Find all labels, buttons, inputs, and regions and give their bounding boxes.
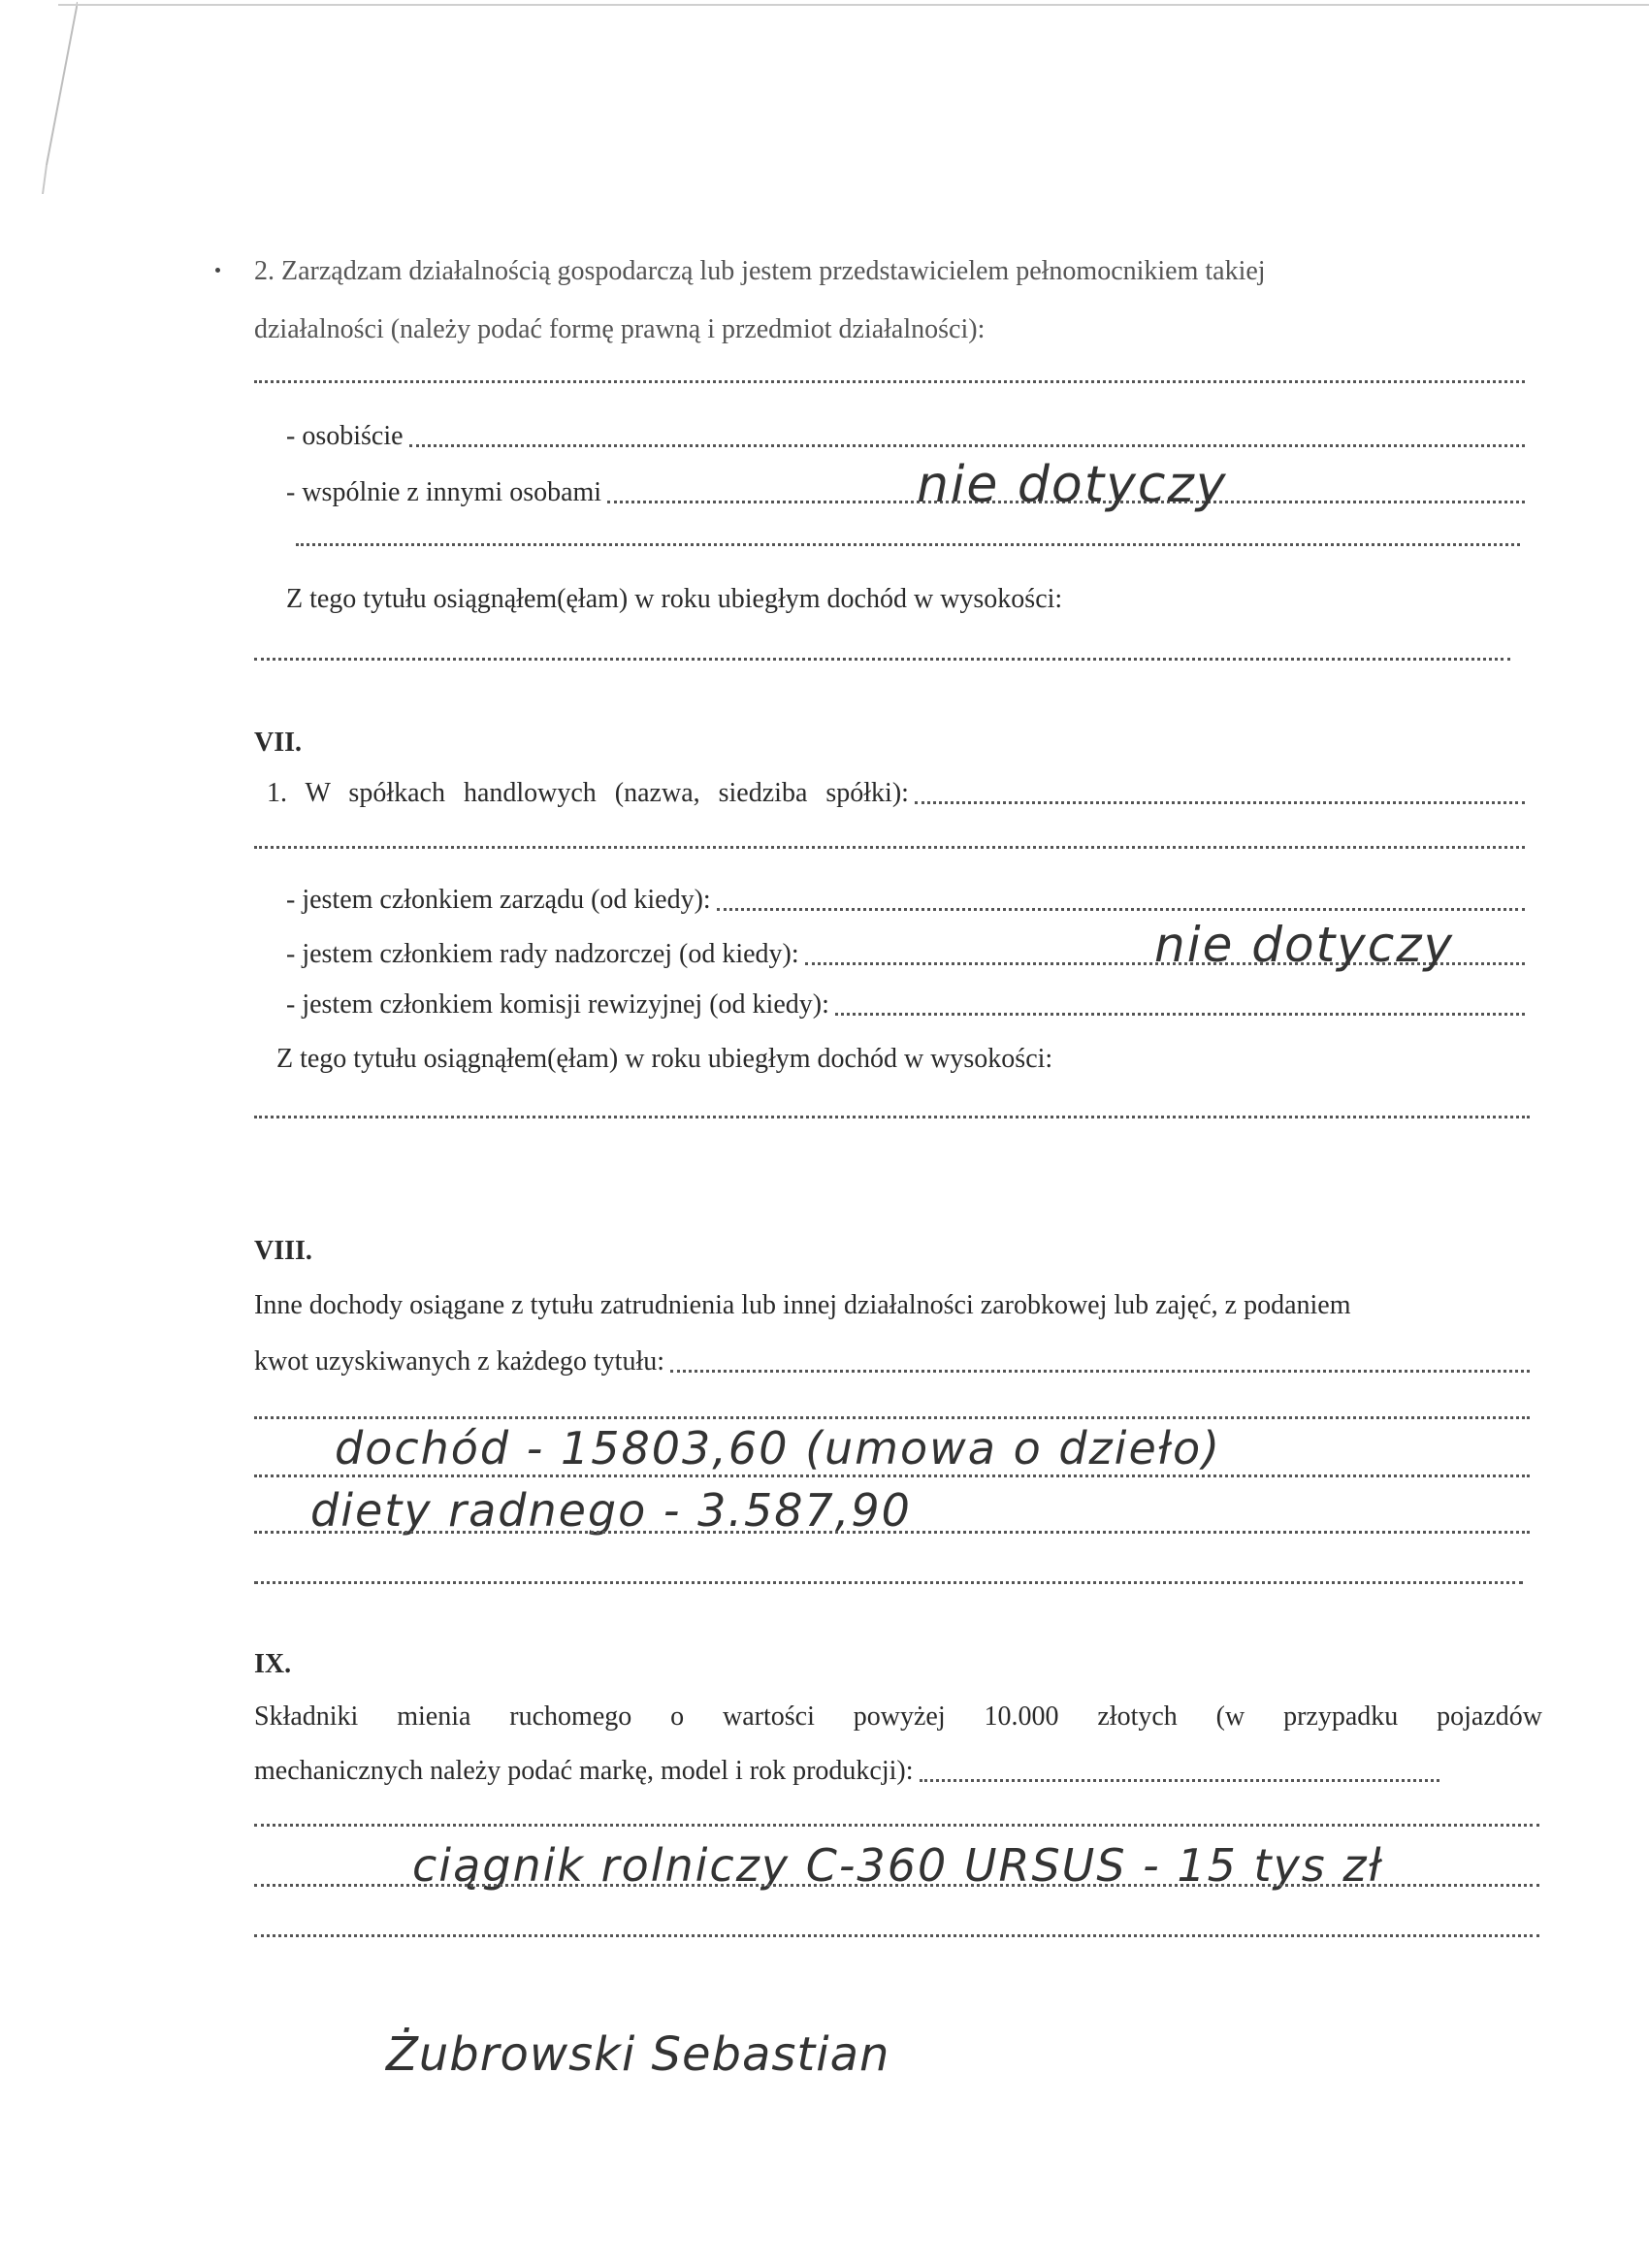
section-vii-item1-row bbox=[267, 776, 1525, 811]
section-viii-line1: Inne dochody osiągane z tytułu zatrudnienia lub innej działalności zarobkowej lub zajęć, z podaniem bbox=[254, 1290, 1351, 1320]
movable-property-field[interactable] bbox=[920, 1779, 1439, 1782]
personally-label: - osobiście bbox=[286, 421, 404, 451]
board-member-field[interactable] bbox=[717, 908, 1525, 911]
movable-property-line-1[interactable] bbox=[254, 1884, 1539, 1887]
jointly-label: - wspólnie z innymi osobami bbox=[286, 477, 602, 507]
other-income-line-1[interactable] bbox=[254, 1474, 1530, 1477]
section-vii-income-label: Z tego tytułu osiągnąłem(ęłam) w roku ubiegłym dochód w wysokości: bbox=[276, 1044, 1053, 1074]
audit-committee-label: - jestem członkiem komisji rewizyjnej (od kiedy): bbox=[286, 989, 829, 1020]
folded-corner bbox=[0, 0, 78, 194]
handwritten-movable-property: ciągnik rolniczy C-360 URSUS - 15 tys zł bbox=[412, 1839, 1383, 1892]
section-vi-item2-line1: 2. Zarządzam działalnością gospodarczą lub jestem przedstawicielem pełnomocnikiem takiej bbox=[254, 256, 1266, 286]
income-vi-field[interactable] bbox=[254, 658, 1510, 661]
dotted-line bbox=[254, 1824, 1539, 1827]
bullet-mark bbox=[215, 268, 220, 273]
other-income-line-2[interactable] bbox=[254, 1531, 1530, 1534]
section-ix-line2-label: mechanicznych należy podać markę, model i rok produkcji): bbox=[254, 1756, 914, 1786]
income-vii-field[interactable] bbox=[254, 1116, 1530, 1118]
personally-row bbox=[286, 419, 1525, 454]
board-member-label: - jestem członkiem zarządu (od kiedy): bbox=[286, 885, 711, 915]
scan-top-edge bbox=[58, 4, 1649, 6]
audit-committee-row bbox=[286, 988, 1525, 1022]
handwritten-not-applicable-vi: nie dotyczy bbox=[917, 456, 1228, 514]
dotted-line bbox=[254, 1416, 1530, 1419]
supervisory-board-label: - jestem członkiem rady nadzorczej (od kiedy): bbox=[286, 939, 799, 969]
handwritten-other-income-2: diety radnego - 3.587,90 bbox=[310, 1484, 912, 1537]
section-viii-line2-row bbox=[254, 1345, 1530, 1379]
section-vi-item2-line2: działalności (należy podać formę prawną i przedmiot działalności): bbox=[254, 314, 986, 344]
board-member-row bbox=[286, 883, 1525, 918]
dotted-line bbox=[254, 380, 1525, 383]
companies-field[interactable] bbox=[915, 801, 1525, 804]
other-income-field[interactable] bbox=[670, 1370, 1530, 1373]
handwritten-not-applicable-vii: nie dotyczy bbox=[1154, 917, 1455, 973]
movable-property-line-2[interactable] bbox=[254, 1934, 1539, 1937]
section-vi-income-label: Z tego tytułu osiągnąłem(ęłam) w roku ubiegłym dochód w wysokości: bbox=[286, 584, 1063, 614]
section-vii-item1-label: 1. W spółkach handlowych (nazwa, siedziba spółki): bbox=[267, 778, 909, 808]
handwritten-other-income-1: dochód - 15803,60 (umowa o dzieło) bbox=[335, 1422, 1222, 1474]
section-viii-line2-label: kwot uzyskiwanych z każdego tytułu: bbox=[254, 1346, 665, 1377]
dotted-line bbox=[254, 846, 1525, 849]
other-income-line-3[interactable] bbox=[254, 1581, 1523, 1584]
section-viii-heading: VIII. bbox=[254, 1236, 312, 1266]
section-ix-line1: Składniki mienia ruchomego o wartości powyżej 10.000 złotych (w przypadku pojazdów bbox=[254, 1701, 1542, 1732]
personally-field[interactable] bbox=[409, 444, 1525, 447]
jointly-row bbox=[286, 475, 1525, 510]
handwritten-signature: Żubrowski Sebastian bbox=[386, 2027, 890, 2082]
audit-committee-field[interactable] bbox=[835, 1013, 1525, 1016]
section-vii-heading: VII. bbox=[254, 728, 303, 758]
section-ix-heading: IX. bbox=[254, 1649, 292, 1679]
section-ix-line2-row bbox=[254, 1754, 1439, 1789]
dotted-line bbox=[296, 543, 1520, 546]
